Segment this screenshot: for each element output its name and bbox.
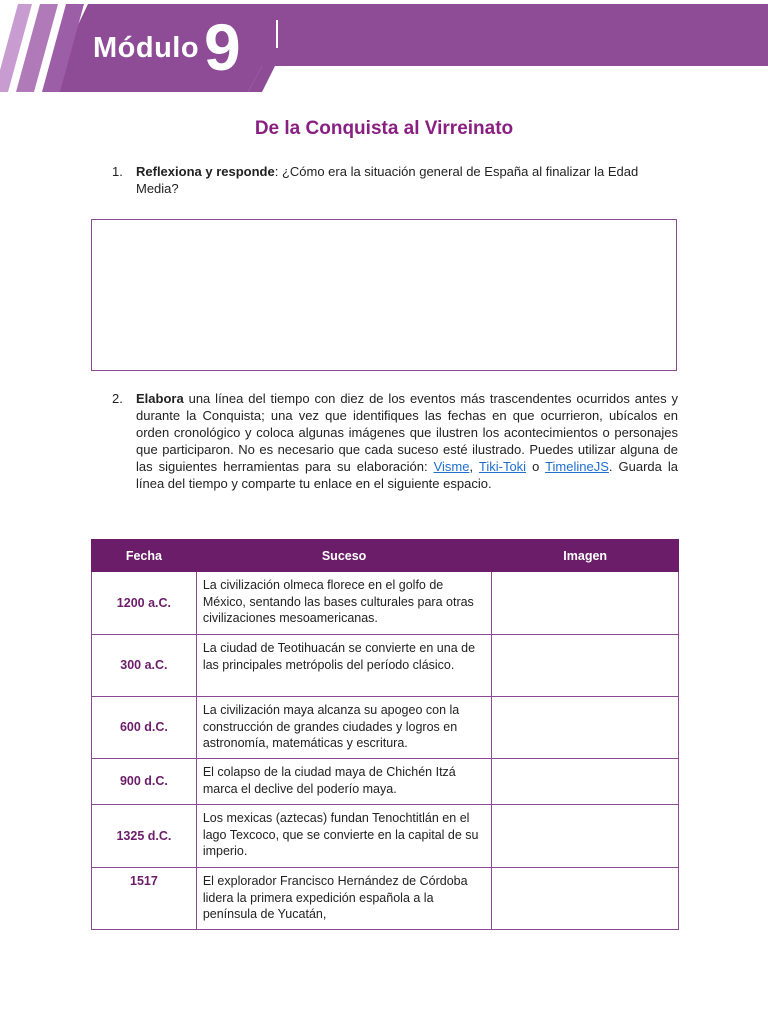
table-row xyxy=(92,805,679,868)
question-1-number: 1. xyxy=(112,164,123,179)
row-suceso: La civilización olmeca florece en el golfo de México, sentando las bases culturales para otras civilizaciones mesoamericanas. xyxy=(196,572,492,635)
row-fecha: 600 d.C. xyxy=(92,697,197,759)
header-imagen: Imagen xyxy=(492,540,679,572)
module-header xyxy=(0,0,768,100)
question-2-sep2: o xyxy=(526,459,546,474)
row-suceso: La ciudad de Teotihuacán se convierte en una de las principales metrópolis del período clásico. xyxy=(196,635,492,697)
row-suceso: Los mexicas (aztecas) fundan Tenochtitlán en el lago Texcoco, que se convierte en la capital de su imperio. xyxy=(196,805,492,868)
table-row xyxy=(92,572,679,635)
table-row xyxy=(92,697,679,759)
header-fecha: Fecha xyxy=(92,540,197,572)
question-1 xyxy=(112,163,678,197)
table-row xyxy=(92,868,679,930)
row-fecha: 300 a.C. xyxy=(92,635,197,697)
link-timelinejs[interactable]: TimelineJS xyxy=(545,459,609,474)
question-2-text-b: . Guarda la línea del tiempo y comparte tu enlace en el siguiente espacio. xyxy=(136,459,678,491)
row-suceso: El colapso de la ciudad maya de Chichén Itzá marca el declive del poderío maya. xyxy=(196,759,492,805)
row-fecha: 1517 xyxy=(92,868,197,930)
row-fecha: 900 d.C. xyxy=(92,759,197,805)
question-1-bold: Reflexiona y responde xyxy=(136,164,275,179)
table-header-row xyxy=(92,540,679,572)
question-1-text: : ¿Cómo era la situación general de España al finalizar la Edad Media? xyxy=(136,164,639,196)
link-tiki-toki[interactable]: Tiki-Toki xyxy=(478,459,527,474)
row-imagen-cell[interactable] xyxy=(492,572,679,635)
row-imagen-cell[interactable] xyxy=(492,635,679,697)
question-2-sep1: , xyxy=(469,459,479,474)
question-2-number: 2. xyxy=(112,391,123,406)
question-2-bold: Elabora xyxy=(136,391,184,406)
question-2-text-a: una línea del tiempo con diez de los eventos más trascendentes ocurridos antes y durante la Conquista; una vez que identifiques las fechas en que ocurrieron, ubícalos en orden cronológico y coloca algunas imágenes que ilustren los acontecimientos o personajes que participaron. No es necesario que cada suceso esté ilustrado. Puedes utilizar alguna de las siguientes herramientas para su elaboración: xyxy=(136,391,678,474)
table-row xyxy=(92,759,679,805)
header-suceso: Suceso xyxy=(196,540,492,572)
row-suceso: La civilización maya alcanza su apogeo con la construcción de grandes ciudades y logros en astronomía, matemáticas y escritura. xyxy=(196,697,492,759)
table-row xyxy=(92,635,679,697)
row-imagen-cell[interactable] xyxy=(492,805,679,868)
question-2 xyxy=(112,390,678,492)
row-imagen-cell[interactable] xyxy=(492,759,679,805)
row-imagen-cell[interactable] xyxy=(492,868,679,930)
link-visme[interactable]: Visme xyxy=(433,459,470,474)
answer-box[interactable] xyxy=(91,219,677,371)
header-divider xyxy=(276,20,278,48)
module-label: Módulo xyxy=(93,32,200,64)
timeline-table xyxy=(91,539,679,930)
row-imagen-cell[interactable] xyxy=(492,697,679,759)
row-suceso: El explorador Francisco Hernández de Córdoba lidera la primera expedición española a la península de Yucatán, xyxy=(196,868,492,930)
module-number: 9 xyxy=(204,10,241,84)
row-fecha: 1325 d.C. xyxy=(92,805,197,868)
row-fecha: 1200 a.C. xyxy=(92,572,197,635)
page-title: De la Conquista al Virreinato xyxy=(254,118,514,139)
